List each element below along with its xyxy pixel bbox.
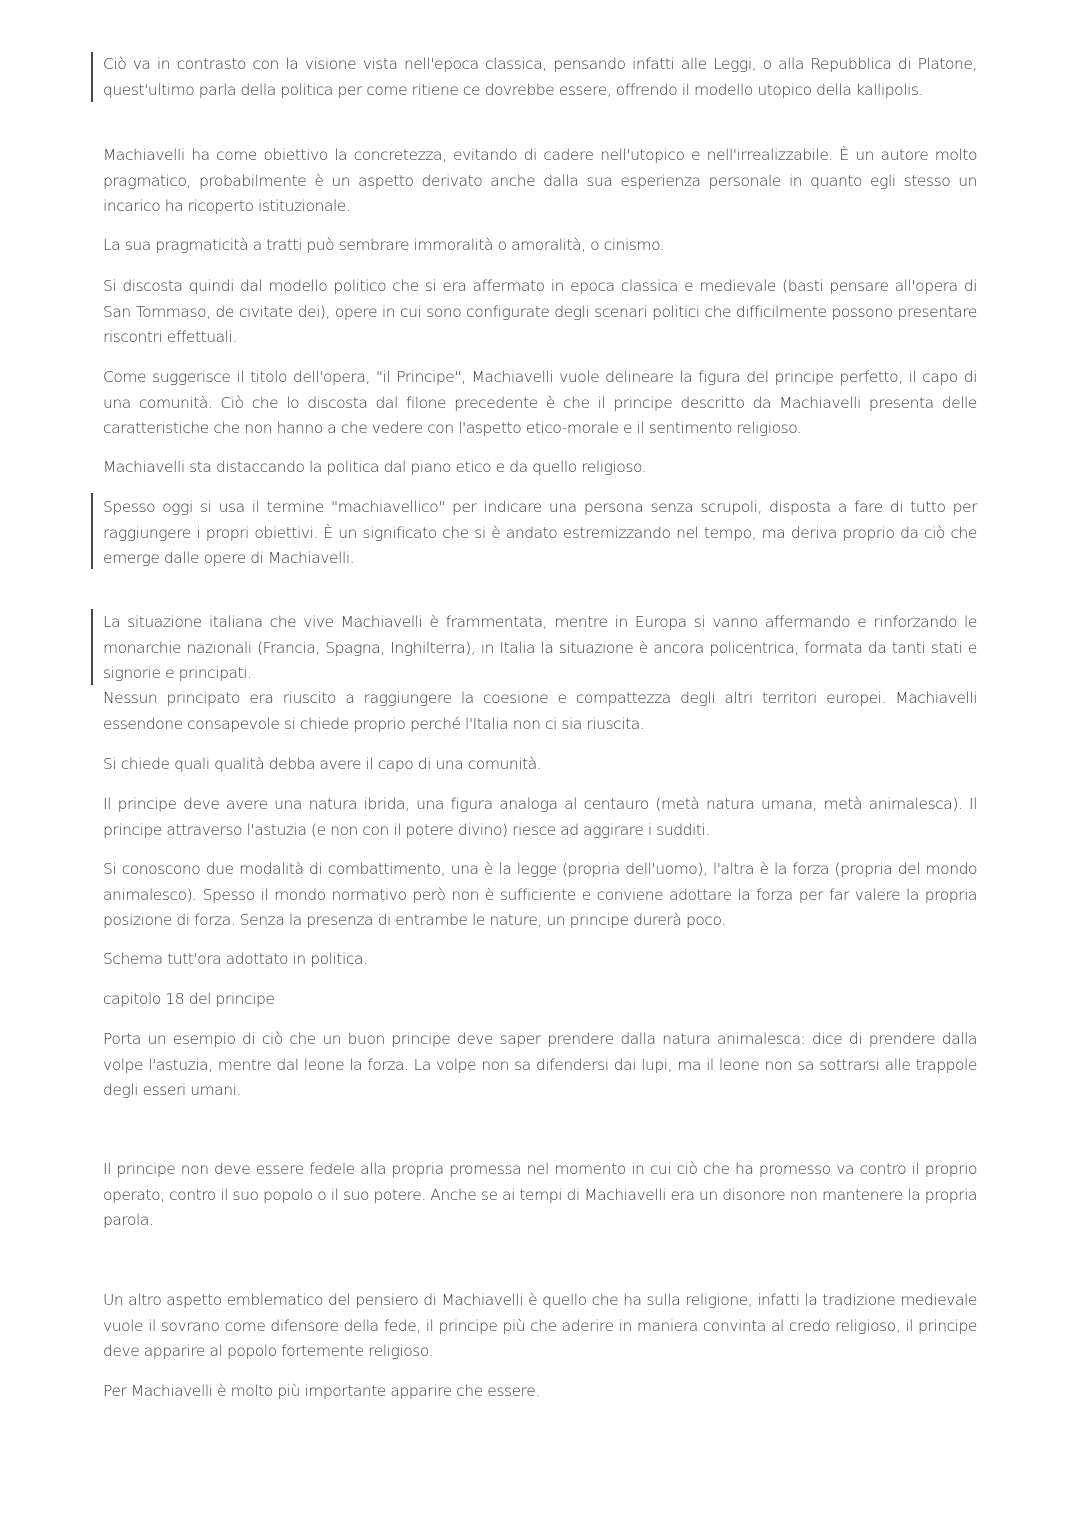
paragraph: Spesso oggi si usa il termine "machiavellico" per indicare una persona senza scrupoli, disposta a fare di tutto per raggiungere i propri obiettivi. È un significato che si è andato estremizzando nel tempo, ma deriva proprio da ciò che emerge dalle opere di Machiavelli. [103,498,977,567]
paragraph: Come suggerisce il titolo dell'opera, "il Principe", Machiavelli vuole delineare la figura del principe perfetto, il capo di una comunità. Ciò che lo discosta dal filone precedente è che il principe descritto da Machiavelli presenta delle caratteristiche che non hanno a che vedere con l'aspetto etico-morale e il sentimento religioso. [103,368,977,437]
paragraph: Per Machiavelli è molto più importante apparire che essere. [103,1382,540,1400]
paragraph: Un altro aspetto emblematico del pensiero di Machiavelli è quello che ha sulla religione, infatti la tradizione medievale vuole il sovrano come difensore della fede, il principe più che aderire in maniera convinta al credo religioso, il principe deve apparire al popolo fortemente religioso. [103,1291,977,1360]
paragraph: Si discosta quindi dal modello politico che si era affermato in epoca classica e medievale (basti pensare all'opera di San Tommaso, de civitate dei), opere in cui sono configurate degli scenari politici che difficilmente possono presentare riscontri effettuali. [103,277,977,346]
margin-bar [91,609,93,685]
paragraph: La situazione italiana che vive Machiavelli è frammentata, mentre in Europa si vanno affermando e rinforzando le monarchie nazionali (Francia, Spagna, Inghilterra), in Italia la situazione è ancora policentrica, formata da tanti stati e signorie e principati. [103,613,977,682]
margin-bar [91,52,93,102]
paragraph: Machiavelli sta distaccando la politica dal piano etico e da quello religioso. [103,458,647,476]
paragraph: Il principe non deve essere fedele alla propria promessa nel momento in cui ciò che ha promesso va contro il proprio operato, contro il suo popolo o il suo potere. Anche se ai tempi di Machiavelli era un disonore non mantenere la propria parola. [103,1160,977,1229]
paragraph: Schema tutt'ora adottato in politica. [103,950,368,968]
margin-bar [91,493,93,569]
paragraph: Il principe deve avere una natura ibrida, una figura analoga al centauro (metà natura umana, metà animalesca). Il principe attraverso l'astuzia (e non con il potere divino) riesce ad aggirare i sudditi. [103,795,977,839]
paragraph: Si chiede quali qualità debba avere il capo di una comunità. [103,755,542,773]
paragraph: Porta un esempio di ciò che un buon principe deve saper prendere dalla natura animalesca: dice di prendere dalla volpe l'astuzia, mentre dal leone la forza. La volpe non sa difendersi dai lupi, ma il leone non sa sottrarsi alle trappole degli esseri umani. [103,1030,977,1099]
paragraph: capitolo 18 del principe [103,990,275,1008]
paragraph: Si conoscono due modalità di combattimento, una è la legge (propria dell'uomo), l'altra è la forza (propria del mondo animalesco). Spesso il mondo normativo però non è sufficiente e conviene adottare la forza per far valere la propria posizione di forza. Senza la presenza di entrambe le nature, un principe durerà poco. [103,860,977,929]
paragraph: La sua pragmaticità a tratti può sembrare immoralità o amoralità, o cinismo. [103,236,665,254]
paragraph: Ciò va in contrasto con la visione vista nell'epoca classica, pensando infatti alle Leggi, o alla Repubblica di Platone, quest'ultimo parla della politica per come ritiene ce dovrebbe essere, offrendo il modello utopico della kallipolis. [103,55,977,99]
paragraph: Nessun principato era riuscito a raggiungere la coesione e compattezza degli altri territori europei. Machiavelli essendone consapevole si chiede proprio perché l'Italia non ci sia riuscita. [103,689,977,733]
paragraph: Machiavelli ha come obiettivo la concretezza, evitando di cadere nell'utopico e nell'irrealizzabile. È un autore molto pragmatico, probabilmente è un aspetto derivato anche dalla sua esperienza personale in quanto egli stesso un incarico ha ricoperto istituzionale. [103,146,977,215]
